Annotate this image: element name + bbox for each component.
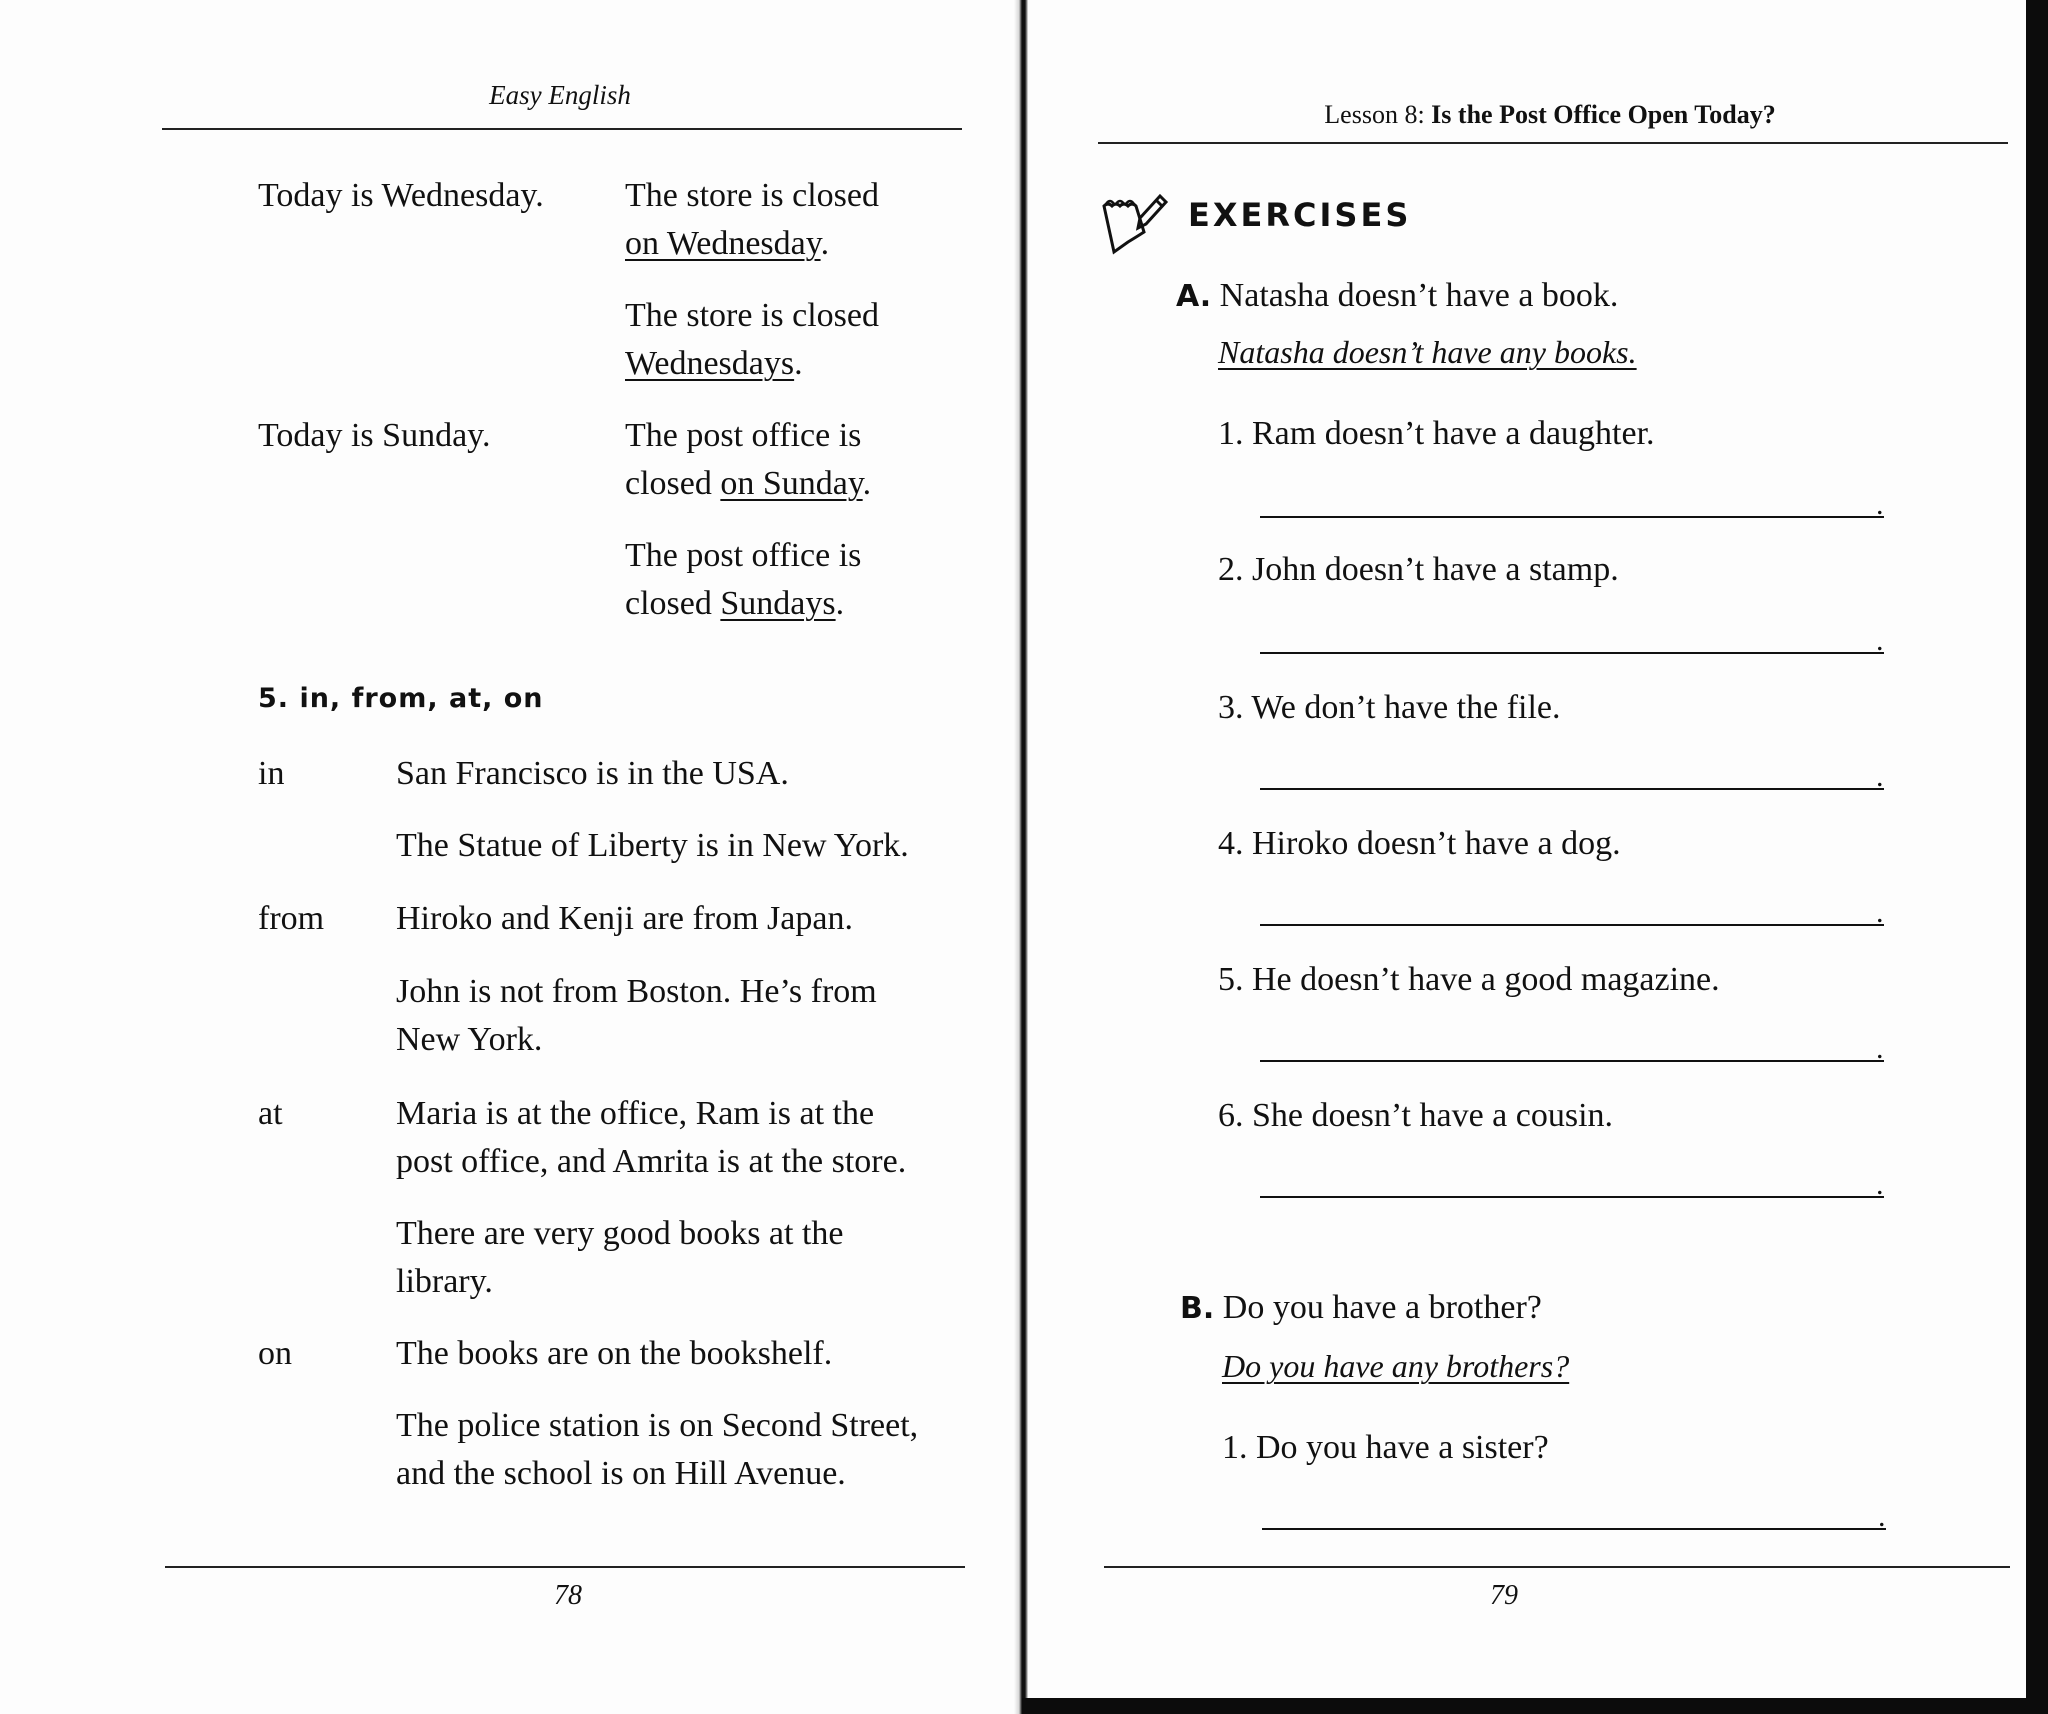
example-sentence: There are very good books at the — [396, 1215, 844, 1252]
blank-period: . — [1876, 1168, 1884, 1201]
preposition-label: from — [258, 900, 325, 937]
example-sentence: The Statue of Liberty is in New York. — [396, 827, 909, 864]
example-line: on Wednesday. — [625, 225, 830, 262]
day-statement: Today is Wednesday. — [258, 177, 544, 214]
exercise-item: 3. We don’t have the file. — [1218, 689, 1561, 726]
blank-period: . — [1876, 624, 1884, 657]
left-page — [0, 0, 1018, 1714]
exercise-b-prompt: B. Do you have a brother? — [1180, 1289, 1542, 1326]
header-rule — [1098, 142, 2008, 144]
example-line: closed on Sunday. — [625, 465, 872, 502]
example-line: The store is closed — [625, 297, 879, 334]
example-line: The post office is — [625, 417, 862, 454]
example-line: The post office is — [625, 537, 862, 574]
answer-blank[interactable] — [1260, 1196, 1884, 1198]
answer-blank[interactable] — [1260, 924, 1884, 926]
exercise-a-prompt: A. Natasha doesn’t have a book. — [1176, 277, 1619, 314]
running-head: Lesson 8: Is the Post Office Open Today? — [1324, 100, 1776, 129]
preposition-label: at — [258, 1095, 283, 1132]
example-sentence: The books are on the bookshelf. — [396, 1335, 833, 1372]
blank-period: . — [1876, 488, 1884, 521]
exercise-item: 6. She doesn’t have a cousin. — [1218, 1097, 1614, 1134]
exercise-item: 5. He doesn’t have a good magazine. — [1218, 961, 1720, 998]
answer-blank[interactable] — [1260, 652, 1884, 654]
example-sentence: post office, and Amrita is at the store. — [396, 1143, 907, 1180]
footer-rule — [165, 1566, 965, 1568]
example-sentence: library. — [396, 1263, 493, 1300]
example-line: The store is closed — [625, 177, 879, 214]
running-head: Easy English — [489, 80, 631, 110]
answer-blank[interactable] — [1260, 788, 1884, 790]
example-sentence: New York. — [396, 1021, 543, 1058]
example-sentence: and the school is on Hill Avenue. — [396, 1455, 846, 1492]
example-sentence: San Francisco is in the USA. — [396, 755, 789, 792]
exercise-item: 1. Do you have a sister? — [1222, 1429, 1549, 1466]
preposition-label: in — [258, 755, 285, 792]
example-sentence: Hiroko and Kenji are from Japan. — [396, 900, 853, 937]
answer-blank[interactable] — [1260, 516, 1884, 518]
footer-rule — [1104, 1566, 2010, 1568]
preposition-label: on — [258, 1335, 292, 1372]
page-number: 78 — [554, 1580, 582, 1611]
page-edge-shadow — [2026, 0, 2048, 1714]
exercise-item: 4. Hiroko doesn’t have a dog. — [1218, 825, 1621, 862]
answer-blank[interactable] — [1262, 1528, 1886, 1530]
underlined-phrase: Sundays — [720, 585, 836, 622]
blank-period: . — [1876, 760, 1884, 793]
header-rule — [162, 128, 962, 130]
underlined-phrase: Wednesdays — [625, 345, 795, 382]
answer-blank[interactable] — [1260, 1060, 1884, 1062]
day-statement: Today is Sunday. — [258, 417, 491, 454]
book-spine — [1014, 0, 1028, 1714]
exercise-letter: B. — [1180, 1291, 1215, 1326]
underlined-phrase: on Sunday — [720, 465, 863, 502]
blank-period: . — [1878, 1500, 1886, 1533]
blank-period: . — [1876, 1032, 1884, 1065]
exercise-item: 2. John doesn’t have a stamp. — [1218, 551, 1619, 588]
blank-period: . — [1876, 896, 1884, 929]
example-answer: Do you have any brothers? — [1222, 1348, 1570, 1384]
example-answer: Natasha doesn’t have any books. — [1218, 334, 1637, 370]
pencil-notepad-icon — [1098, 190, 1170, 256]
page-number: 79 — [1490, 1580, 1518, 1611]
section-heading: 5. in, from, at, on — [258, 683, 544, 714]
exercises-title: EXERCISES — [1188, 196, 1412, 234]
example-line: Wednesdays. — [625, 345, 803, 382]
page-edge-shadow — [1022, 1698, 2048, 1714]
exercise-item: 1. Ram doesn’t have a daughter. — [1218, 415, 1655, 452]
example-sentence: John is not from Boston. He’s from — [396, 973, 877, 1010]
example-sentence: The police station is on Second Street, — [396, 1407, 919, 1444]
example-sentence: Maria is at the office, Ram is at the — [396, 1095, 875, 1132]
example-line: closed Sundays. — [625, 585, 845, 622]
exercise-letter: A. — [1176, 279, 1212, 314]
underlined-phrase: on Wednesday — [625, 225, 821, 262]
